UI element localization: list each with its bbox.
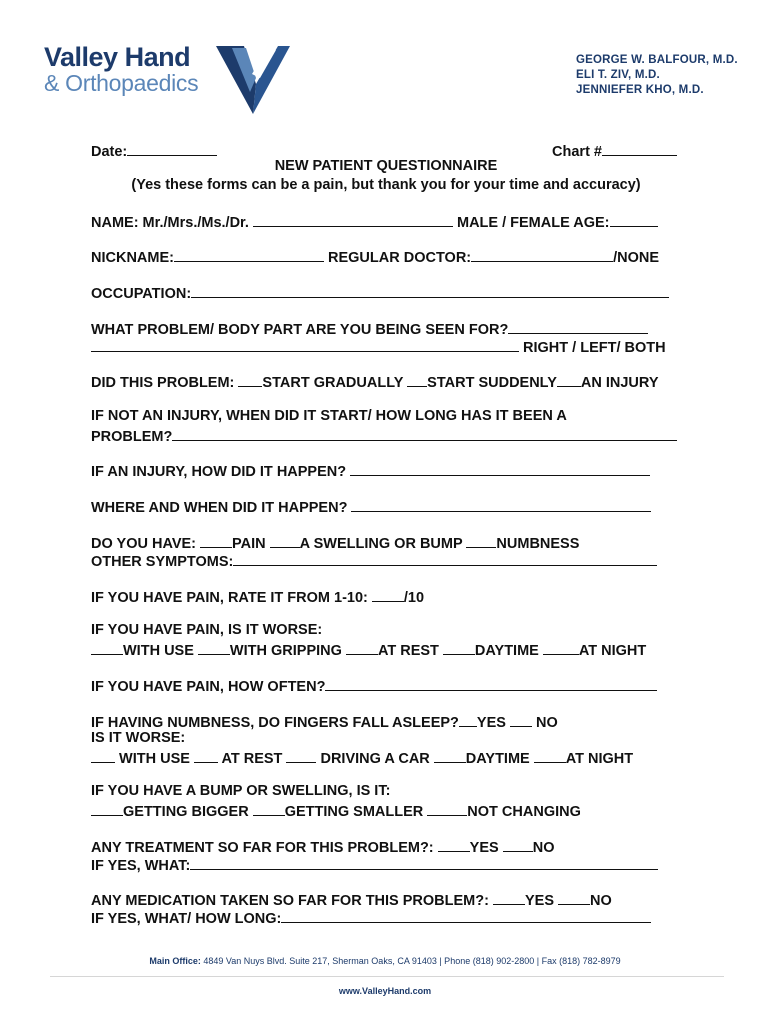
injury-how-field[interactable] (350, 461, 650, 476)
office-label: Main Office: (149, 956, 201, 966)
medication-no-check[interactable] (558, 890, 590, 905)
at-rest-label: AT REST (377, 643, 439, 659)
medication-yes-label: YES (524, 893, 554, 909)
website-link[interactable]: www.ValleyHand.com (338, 986, 432, 996)
medication-label: ANY MEDICATION TAKEN SO FAR FOR THIS PROBLEM?: (91, 893, 489, 909)
logo-title: Valley Hand (44, 42, 191, 72)
numbness-worse-options (91, 748, 633, 767)
numb-daytime-label: DAYTIME (465, 751, 530, 767)
start-gradually-check[interactable] (238, 372, 262, 387)
numbness-yes-check[interactable] (459, 712, 477, 727)
do-you-have-label: DO YOU HAVE: (91, 536, 197, 552)
start-gradually-label: START GRADUALLY (262, 375, 404, 391)
start-suddenly-label: START SUDDENLY (427, 375, 557, 391)
occupation-label: OCCUPATION: (91, 286, 192, 302)
valley-logo-icon (216, 44, 290, 116)
treatment-what-row (91, 855, 658, 874)
regular-doctor-label: REGULAR DOCTOR: (328, 250, 472, 266)
numb-at-rest-label: AT REST (221, 751, 283, 767)
office-address: 4849 Van Nuys Blvd. Suite 217, Sherman Oaks, CA 91403 | Phone (818) 902-2800 | Fax (818) 782-8979 (203, 956, 621, 966)
nickname-row (91, 247, 659, 266)
with-gripping-check[interactable] (198, 640, 230, 655)
chart-label: Chart # (552, 144, 602, 160)
where-when-label: WHERE AND WHEN DID IT HAPPEN? (91, 500, 348, 516)
form-subtitle: (Yes these forms can be a pain, but thank you for your time and accuracy) (131, 177, 641, 193)
getting-bigger-check[interactable] (91, 801, 123, 816)
driving-check[interactable] (286, 748, 316, 763)
injury-how-row (91, 461, 650, 480)
treatment-what-field[interactable] (190, 855, 658, 870)
medication-no-label: NO (590, 893, 612, 909)
occupation-row (91, 283, 669, 302)
with-use-label: WITH USE (123, 643, 194, 659)
pain-label: PAIN (232, 536, 266, 552)
numbness-no-check[interactable] (510, 712, 532, 727)
medication-yes-check[interactable] (493, 890, 525, 905)
form-title: NEW PATIENT QUESTIONNAIRE (274, 158, 498, 174)
side-row (91, 337, 666, 356)
name-row (91, 212, 658, 231)
numb-at-night-label: AT NIGHT (565, 751, 634, 767)
pain-rate-field[interactable] (372, 587, 404, 602)
doctor-list (576, 53, 738, 98)
where-when-row (91, 497, 651, 516)
swelling-label: A SWELLING OR BUMP (299, 536, 463, 552)
age-field[interactable] (610, 212, 658, 227)
date-field[interactable] (127, 141, 217, 156)
injury-label: AN INJURY (580, 375, 659, 391)
treatment-yes-check[interactable] (438, 837, 470, 852)
medication-what-label: IF YES, WHAT/ HOW LONG: (91, 911, 282, 927)
getting-bigger-label: GETTING BIGGER (123, 804, 249, 820)
numbness-check[interactable] (466, 533, 496, 548)
problem-label: WHAT PROBLEM/ BODY PART ARE YOU BEING SEEN FOR? (91, 322, 509, 338)
numb-at-night-check[interactable] (534, 748, 566, 763)
name-field[interactable] (253, 212, 453, 227)
sex-age-label: MALE / FEMALE AGE: (456, 215, 610, 231)
getting-smaller-check[interactable] (253, 801, 285, 816)
other-symptoms-field[interactable] (233, 551, 657, 566)
how-often-label: IF YOU HAVE PAIN, HOW OFTEN? (91, 679, 326, 695)
side-label: RIGHT / LEFT/ BOTH (523, 340, 666, 356)
bump-question-label: IF YOU HAVE A BUMP OR SWELLING, IS IT: (91, 783, 391, 799)
injury-check[interactable] (557, 372, 581, 387)
treatment-what-label: IF YES, WHAT: (91, 858, 191, 874)
not-changing-label: NOT CHANGING (467, 804, 581, 820)
at-night-check[interactable] (543, 640, 579, 655)
treatment-yes-label: YES (469, 840, 499, 856)
not-changing-check[interactable] (427, 801, 467, 816)
numbness-question-label: IF HAVING NUMBNESS, DO FINGERS FALL ASLEEP? (91, 715, 459, 731)
numbness-no-label: NO (535, 715, 558, 731)
numb-at-rest-check[interactable] (194, 748, 218, 763)
medication-what-field[interactable] (281, 908, 651, 923)
not-injury-label: PROBLEM? (91, 429, 173, 445)
swelling-check[interactable] (270, 533, 300, 548)
treatment-label: ANY TREATMENT SO FAR FOR THIS PROBLEM?: (91, 840, 434, 856)
getting-smaller-label: GETTING SMALLER (284, 804, 424, 820)
problem-field-continued[interactable] (91, 337, 519, 352)
pain-worse-label: IF YOU HAVE PAIN, IS IT WORSE: (91, 622, 323, 638)
doctor-name: GEORGE W. BALFOUR, M.D. (576, 54, 738, 66)
numb-with-use-label: WITH USE (119, 751, 190, 767)
medication-row (91, 890, 612, 909)
daytime-check[interactable] (443, 640, 475, 655)
daytime-label: DAYTIME (474, 643, 539, 659)
footer-office (0, 956, 770, 966)
pain-rate-row (91, 587, 424, 606)
medication-what-row (91, 908, 651, 927)
injury-how-label: IF AN INJURY, HOW DID IT HAPPEN? (91, 464, 347, 480)
doctor-name: ELI T. ZIV, M.D. (576, 69, 660, 81)
occupation-field[interactable] (191, 283, 669, 298)
nickname-label: NICKNAME: (91, 250, 174, 266)
start-suddenly-check[interactable] (407, 372, 427, 387)
where-when-field[interactable] (351, 497, 651, 512)
problem-field[interactable] (508, 319, 648, 334)
problem-row (91, 319, 648, 338)
numbness-yes-label: YES (476, 715, 506, 731)
pain-worse-options (91, 640, 646, 659)
other-symptoms-label: OTHER SYMPTOMS: (91, 554, 234, 570)
other-symptoms-row (91, 551, 657, 570)
numbness-label: NUMBNESS (496, 536, 580, 552)
logo-subtitle: & Orthopaedics (44, 70, 199, 96)
name-label: NAME: Mr./Mrs./Ms./Dr. (91, 215, 249, 231)
at-night-label: AT NIGHT (578, 643, 647, 659)
footer-divider (50, 976, 724, 977)
none-label: /NONE (613, 250, 660, 266)
nickname-field[interactable] (174, 247, 324, 262)
date-label: Date: (91, 144, 128, 160)
not-injury-line1: IF NOT AN INJURY, WHEN DID IT START/ HOW LONG HAS IT BEEN A (91, 408, 567, 424)
onset-row (91, 372, 659, 391)
with-gripping-label: WITH GRIPPING (229, 643, 342, 659)
pain-check[interactable] (200, 533, 232, 548)
not-injury-field[interactable] (172, 426, 677, 441)
pain-rate-label: IF YOU HAVE PAIN, RATE IT FROM 1-10: (91, 590, 368, 606)
doctor-name: JENNIEFER KHO, M.D. (576, 84, 704, 96)
pain-rate-suffix: /10 (403, 590, 425, 606)
numbness-question-row (91, 712, 558, 731)
is-it-worse-label: IS IT WORSE: (91, 730, 186, 746)
bump-options (91, 801, 581, 820)
regular-doctor-field[interactable] (471, 247, 613, 262)
treatment-no-label: NO (532, 840, 555, 856)
how-often-field[interactable] (325, 676, 657, 691)
did-problem-label: DID THIS PROBLEM: (91, 375, 235, 391)
with-use-check[interactable] (91, 640, 123, 655)
treatment-no-check[interactable] (503, 837, 533, 852)
treatment-row (91, 837, 554, 856)
not-injury-row2 (91, 426, 677, 445)
chart-number-field[interactable] (602, 141, 677, 156)
driving-label: DRIVING A CAR (320, 751, 430, 767)
symptoms-row (91, 533, 579, 552)
at-rest-check[interactable] (346, 640, 378, 655)
how-often-row (91, 676, 657, 695)
numb-with-use-check[interactable] (91, 748, 115, 763)
numb-daytime-check[interactable] (434, 748, 466, 763)
